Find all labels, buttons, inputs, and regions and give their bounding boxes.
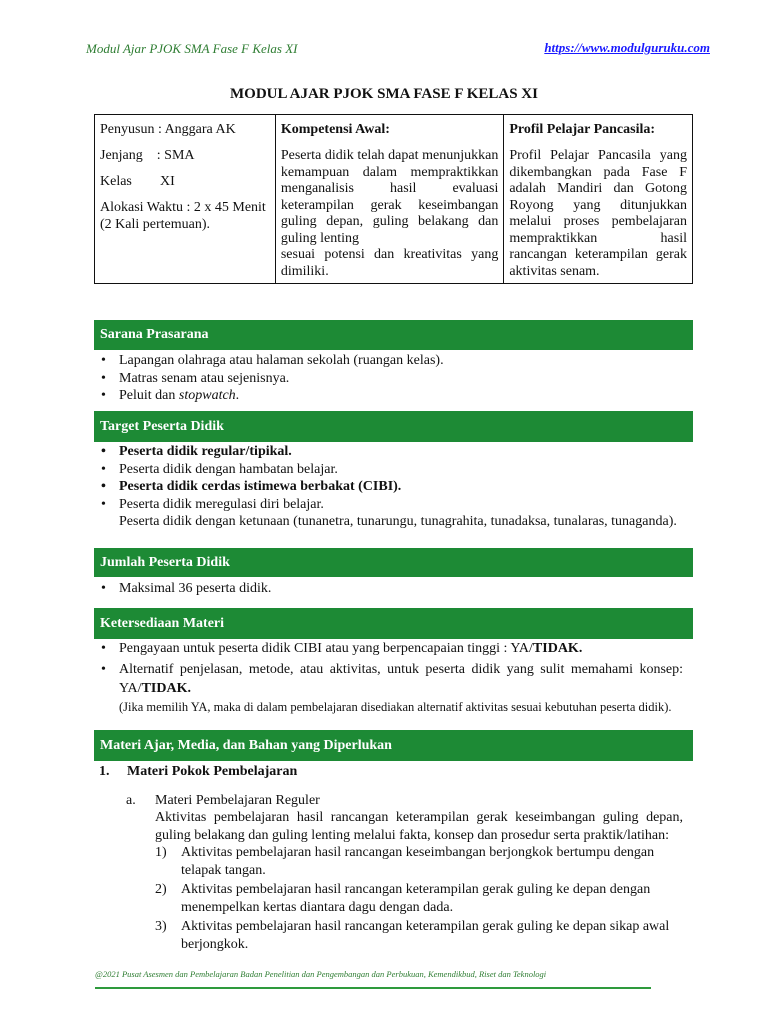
list-item	[155, 844, 683, 879]
sarana-item3-prefix: Peluit dan	[119, 388, 179, 403]
activity-text: Aktivitas pembelajaran hasil rancangan keterampilan gerak guling ke depan sikap awal berjongkok.	[181, 919, 670, 952]
list-item: • Maksimal 36 peserta didik.	[99, 580, 683, 598]
sarana-list-block	[99, 352, 683, 405]
section-materi-heading: Materi Ajar, Media, dan Bahan yang Diperlukan	[94, 730, 693, 761]
list-item: • Peserta didik cerdas istimewa berbakat (CIBI).	[99, 478, 683, 496]
materi-sub-a-text: Aktivitas pembelajaran hasil rancangan keterampilan gerak keseimbangan guling depan, guling belakang dan guling lenting melalui fakta, konsep dan prosedur serta praktik/latihan:	[155, 810, 683, 843]
header-module-title: Modul Ajar PJOK SMA Fase F Kelas XI	[86, 41, 298, 56]
list-item: • Peserta didik regular/tipikal.	[99, 443, 683, 461]
list-item	[99, 640, 683, 658]
activity-text: Aktivitas pembelajaran hasil rancangan keterampilan gerak guling ke depan dengan menempelkan kertas diantara dagu dengan dada.	[181, 882, 651, 915]
activity-text: Aktivitas pembelajaran hasil rancangan keseimbangan berjongkok bertumpu dengan telapak tangan.	[181, 845, 655, 878]
section-target-heading: Target Peserta Didik	[94, 411, 693, 442]
materi-sub-a	[99, 792, 683, 845]
list-item: • Peserta didik meregulasi diri belajar.	[99, 496, 683, 514]
list-item	[155, 881, 683, 916]
profil-text: Profil Pelajar Pancasila yang dikembangkan pada Fase F adalah Mandiri dan Gotong Royong yang ditunjukkan melalui proses pembelajaran mempraktikkan hasil rancangan keterampilan gerak aktivitas senam.	[509, 148, 687, 279]
materi-sub-a-title: Materi Pembelajaran Reguler	[155, 792, 320, 808]
kelas-label: Kelas	[100, 174, 132, 189]
materi-block	[99, 763, 683, 953]
kompetensi-text: Peserta didik telah dapat menunjukkan kemampuan dalam mempraktikkan menganalisis hasil evaluasi keterampilan gerak keseimbangan guling depan, guling belakang dan guling lenting	[280, 148, 499, 246]
header-website-link[interactable]: https://www.modulguruku.com	[544, 40, 710, 55]
document-title: MODUL AJAR PJOK SMA FASE F KELAS XI	[230, 86, 538, 102]
materi-sub-a-letter: a.	[126, 792, 136, 808]
target-list-block	[99, 443, 683, 531]
jumlah-list-block	[99, 580, 683, 598]
penyusun-text: Penyusun : Anggara AK	[100, 122, 236, 137]
list-item	[99, 660, 683, 698]
identity-table	[94, 114, 693, 284]
materi-point-1	[99, 763, 683, 781]
list-item	[155, 918, 683, 953]
kompetensi-cell	[275, 115, 503, 284]
kompetensi-heading: Kompetensi Awal:	[280, 122, 390, 137]
section-sarana-heading: Sarana Prasarana	[94, 320, 693, 350]
activity-number: 3)	[155, 919, 167, 934]
sarana-item3-suffix: .	[235, 388, 240, 403]
list-item: • Matras senam atau sejenisnya.	[99, 370, 683, 388]
ketersediaan-item1-text: Pengayaan untuk peserta didik CIBI atau yang berpencapaian tinggi : YA/	[119, 641, 533, 656]
ketersediaan-item1-bold: TIDAK.	[532, 641, 583, 656]
section-jumlah-heading: Jumlah Peserta Didik	[94, 548, 693, 577]
list-item	[99, 387, 683, 405]
materi-point-1-number: 1.	[99, 764, 110, 779]
jenjang-text: Jenjang : SMA	[100, 148, 195, 163]
alokasi-text: Alokasi Waktu : 2 x 45 Menit (2 Kali pertemuan).	[100, 200, 266, 232]
activity-number: 1)	[155, 845, 167, 860]
profil-cell	[504, 115, 693, 284]
footer-divider	[95, 987, 651, 989]
ketersediaan-note: (Jika memilih YA, maka di dalam pembelajaran disediakan alternatif aktivitas sesuai kebutuhan peserta didik).	[119, 699, 672, 714]
list-item: • Lapangan olahraga atau halaman sekolah (ruangan kelas).	[99, 352, 683, 370]
activity-number: 2)	[155, 882, 167, 897]
kompetensi-text-2: sesuai potensi dan kreativitas yang dimiliki.	[280, 247, 499, 279]
ketersediaan-item2-text: Alternatif penjelasan, metode, atau aktivitas, untuk peserta didik yang sulit memahami konsep: YA/	[119, 661, 683, 696]
footer-copyright: @2021 Pusat Asesmen dan Pembelajaran Badan Penelitian dan Pengembangan dan Perbukuan, Kemendikbud, Riset dan Teknologi	[95, 969, 547, 979]
kelas-value: XI	[160, 174, 175, 189]
materi-activity-list	[99, 844, 683, 953]
ketersediaan-item2-bold: TIDAK.	[141, 680, 191, 696]
target-extra-text: Peserta didik dengan ketunaan (tunanetra, tunarungu, tunagrahita, tunadaksa, tunalaras, tunaganda).	[119, 514, 677, 529]
identity-cell	[95, 115, 276, 284]
kelas-row	[100, 173, 270, 190]
list-item: • Peserta didik dengan hambatan belajar.	[99, 461, 683, 479]
section-ketersediaan-heading: Ketersediaan Materi	[94, 608, 693, 639]
profil-heading: Profil Pelajar Pancasila:	[509, 122, 656, 137]
materi-point-1-title: Materi Pokok Pembelajaran	[127, 764, 298, 779]
ketersediaan-block	[99, 640, 683, 714]
sarana-item3-italic: stopwatch	[178, 388, 236, 403]
